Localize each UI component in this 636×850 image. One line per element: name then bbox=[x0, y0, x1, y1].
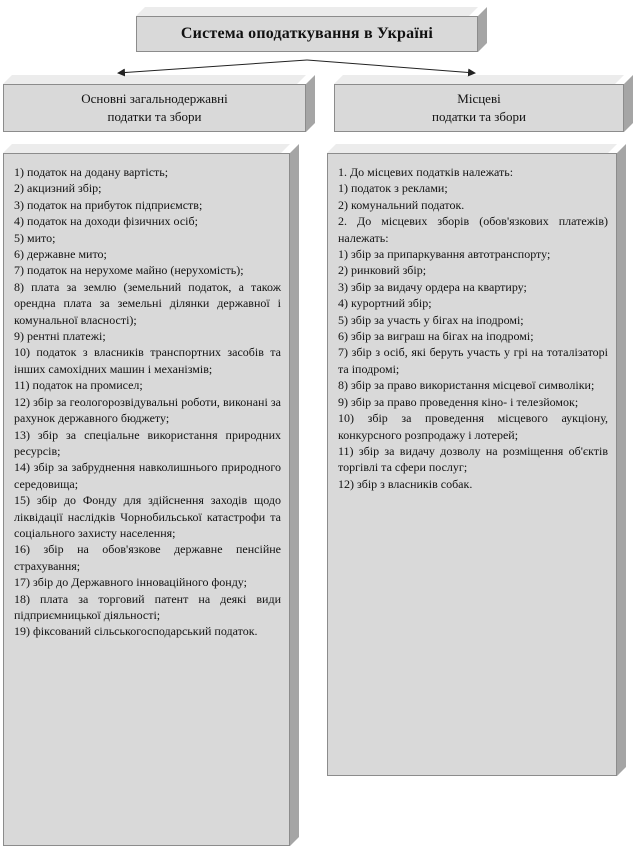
left-list-item: 13) збір за спеціальне використання природних ресурсів; bbox=[14, 427, 281, 458]
left-list-item: 5) мито; bbox=[14, 230, 56, 245]
right-list-item: 11) збір за видачу дозволу на розміщення об'єктів торгівлі та сфери послуг; bbox=[338, 443, 608, 475]
left-list-item: 12) збір за геологорозвідувальні роботи, виконані за рахунок державного бюджету; bbox=[14, 394, 281, 426]
diagram-title: Система оподаткування в Україні bbox=[136, 16, 478, 52]
left-list-item: 19) фіксований сільськогосподарський податок. bbox=[14, 624, 258, 639]
title-box bbox=[136, 16, 478, 52]
left-list-item: 7) податок на нерухоме майно (нерухомість); bbox=[14, 263, 244, 278]
left-list-item: 15) збір до Фонду для здійснення заходів щодо ліквідації наслідків Чорнобильської катастрофи та соціального захисту населення; bbox=[14, 493, 281, 540]
right-list-item: 1) збір за припаркування автотранспорту; bbox=[338, 247, 551, 262]
left-list-item: 4) податок на доходи фізичних осіб; bbox=[14, 214, 198, 229]
left-list-item: 9) рентні платежі; bbox=[14, 329, 106, 344]
right-header-line2: податки та збори bbox=[432, 109, 526, 124]
arrow-to-right-header bbox=[307, 60, 475, 73]
right-list-item: 9) збір за право проведення кіно- і телезйомок; bbox=[338, 394, 579, 409]
left-header-line2: податки та збори bbox=[107, 109, 202, 124]
left-list-item: 1) податок на додану вартість; bbox=[14, 165, 169, 179]
title-box-side-face bbox=[478, 7, 487, 52]
right-list-box bbox=[327, 153, 617, 776]
left-header bbox=[3, 84, 306, 132]
right-list-item: 2. До місцевих зборів (обов'язкових платежів) належать: bbox=[338, 214, 608, 245]
right-header-top-face bbox=[334, 75, 624, 84]
right-list-item: 7) збір з осіб, які беруть участь у грі на тоталізаторі та іподромі; bbox=[338, 345, 608, 376]
left-list-box bbox=[3, 153, 290, 846]
left-list-item: 8) плата за землю (земельний податок, а також орендна плата за земельні ділянки державної і комунальної власності); bbox=[14, 279, 281, 327]
left-list-side-face bbox=[290, 144, 299, 846]
right-list-item: 6) збір за виграш на бігах на іподромі; bbox=[338, 329, 534, 344]
right-list-item: 5) збір за участь у бігах на іподромі; bbox=[338, 312, 524, 327]
title-box-top-face bbox=[136, 7, 478, 16]
left-list-top-face bbox=[3, 144, 290, 153]
left-tax-list bbox=[3, 153, 290, 846]
right-header-box bbox=[334, 84, 624, 132]
right-list-side-face bbox=[617, 144, 626, 776]
right-header-line1: Місцеві bbox=[457, 91, 501, 106]
left-list-item: 6) державне мито; bbox=[14, 247, 107, 262]
right-list-item: 2) ринковий збір; bbox=[338, 263, 427, 278]
right-list-item: 2) комунальний податок. bbox=[338, 197, 465, 212]
left-header-box bbox=[3, 84, 306, 132]
left-list-item: 11) податок на промисел; bbox=[14, 378, 143, 393]
right-header-side-face bbox=[624, 75, 633, 132]
left-list-item: 2) акцизний збір; bbox=[14, 181, 102, 196]
right-list-item: 8) збір за право використання місцевої символіки; bbox=[338, 378, 595, 393]
right-list-item: 1) податок з реклами; bbox=[338, 181, 448, 196]
right-tax-list bbox=[327, 153, 617, 776]
right-list-item: 1. До місцевих податків належать: bbox=[338, 165, 514, 179]
left-list-item: 14) збір за забруднення навколишнього природного середовища; bbox=[14, 460, 281, 491]
right-list-item: 3) збір за видачу ордера на квартиру; bbox=[338, 279, 527, 294]
left-list-item: 10) податок з власників транспортних засобів та інших самохідних машин і механізмів; bbox=[14, 345, 281, 376]
right-list-item: 12) збір з власників собак. bbox=[338, 476, 473, 491]
right-list-item: 4) курортний збір; bbox=[338, 296, 432, 311]
left-header-side-face bbox=[306, 75, 315, 132]
right-list-top-face bbox=[327, 144, 617, 153]
right-list-item: 10) збір за проведення місцевого аукціону, конкурсного розпродажу і лотерей; bbox=[338, 411, 608, 442]
left-list-item: 16) збір на обов'язкове державне пенсійне страхування; bbox=[14, 542, 281, 573]
left-header-line1: Основні загальнодержавні bbox=[81, 91, 228, 106]
left-list-item: 18) плата за торговий патент на деякі види підприємницької діяльності; bbox=[14, 591, 281, 622]
left-list-item: 17) збір до Державного інноваційного фонду; bbox=[14, 575, 247, 590]
left-list-item: 3) податок на прибуток підприємств; bbox=[14, 197, 203, 212]
left-header-top-face bbox=[3, 75, 306, 84]
arrow-to-left-header bbox=[118, 60, 307, 73]
right-header bbox=[334, 84, 624, 132]
